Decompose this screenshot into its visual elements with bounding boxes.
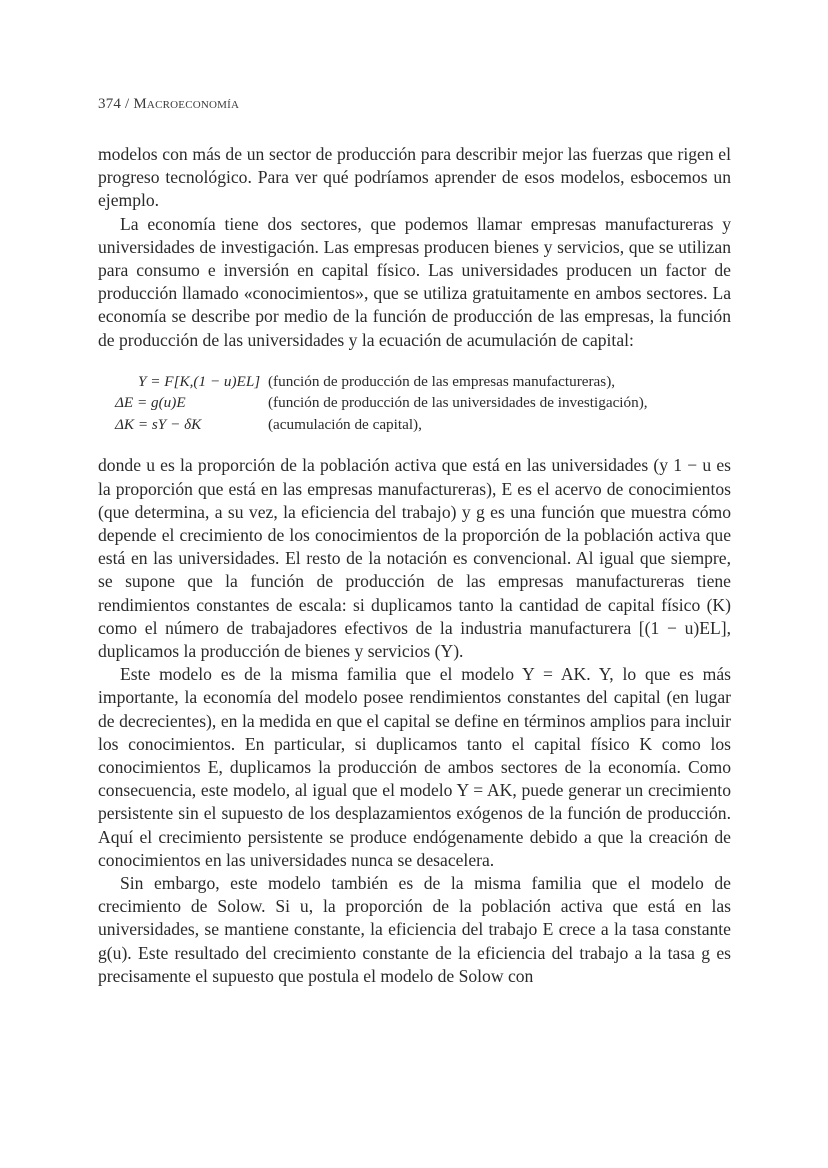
- equation-description: (acumulación de capital),: [268, 415, 422, 433]
- equation-description: (función de producción de las empresas manufactureras),: [268, 372, 616, 390]
- paragraph: Este modelo es de la misma familia que el modelo Y = AK. Y, lo que es más importante, la economía del modelo posee rendimientos constantes del capital (en lugar de decrecientes), en la medida en que el capital se define en términos amplios para incluir los conocimientos. En particular, si duplicamos tanto el capital físico K como los conocimientos E, duplicamos la producción de ambos sectores de la economía. Como consecuencia, este modelo, al igual que el modelo Y = AK, puede generar un crecimiento persistente sin el supuesto de los desplazamientos exógenos de la función de producción. Aquí el crecimiento persistente se produce endógenamente debido a que la creación de conocimientos en las universidades nunca se desacelera.: [98, 664, 731, 870]
- running-header: [98, 96, 239, 113]
- header-separator: /: [121, 96, 134, 112]
- paragraph: modelos con más de un sector de producción para describir mejor las fuerzas que rigen el progreso tecnológico. Para ver qué podríamos aprender de esos modelos, esbocemos un ejemplo.: [98, 144, 731, 211]
- equation-formula-text: ΔE = g(u)E: [115, 394, 186, 412]
- paragraph: Sin embargo, este modelo también es de la misma familia que el modelo de crecimiento de Solow. Si u, la proporción de la población activa que está en las universidades, se mantiene constante, la eficiencia del trabajo E crece a la tasa constante g(u). Este resultado del crecimiento constante de la eficiencia del trabajo a la tasa g es precisamente el supuesto que postula el modelo de Solow con: [98, 872, 731, 986]
- equation-formula: [98, 392, 268, 414]
- equation-row: [98, 392, 731, 414]
- equation-block: [98, 371, 731, 436]
- equation-formula: [98, 414, 268, 436]
- paragraph: La economía tiene dos sectores, que podemos llamar empresas manufactureras y universidades de investigación. Las empresas producen bienes y servicios, que se utilizan para consumo e inversión en capital físico. Las universidades producen un factor de producción llamado «conocimientos», que se utiliza gratuitamente en ambos sectores. La economía se describe por medio de la función de producción de las empresas, la función de producción de las universidades y la ecuación de acumulación de capital:: [98, 213, 731, 350]
- book-title: Macroeconomía: [133, 96, 240, 112]
- equation-row: [98, 414, 731, 436]
- equation-formula: [98, 371, 268, 393]
- page-body: [98, 143, 731, 988]
- equation-formula-text: ΔK = sY − δK: [115, 415, 202, 433]
- equation-row: [98, 371, 731, 393]
- page-number: 374: [98, 96, 122, 112]
- equation-description: (función de producción de las universidades de investigación),: [268, 394, 648, 412]
- equation-formula-text: Y = F[K,(1 − u)EL]: [138, 372, 261, 390]
- paragraph: donde u es la proporción de la población activa que está en las universidades (y 1 − u es la proporción que está en las empresas manufactureras), E es el acervo de conocimientos (que determina, a su vez, la eficiencia del trabajo) y g es una función que muestra cómo depende el crecimiento de los conocimientos de la proporción de la población activa que está en las universidades. El resto de la notación es convencional. Al igual que siempre, se supone que la función de producción de las empresas manufactureras tiene rendimientos constantes de escala: si duplicamos tanto la cantidad de capital físico (K) como el número de trabajadores efectivos de la industria manufacturera [(1 − u)EL], duplicamos la producción de bienes y servicios (Y).: [98, 455, 731, 661]
